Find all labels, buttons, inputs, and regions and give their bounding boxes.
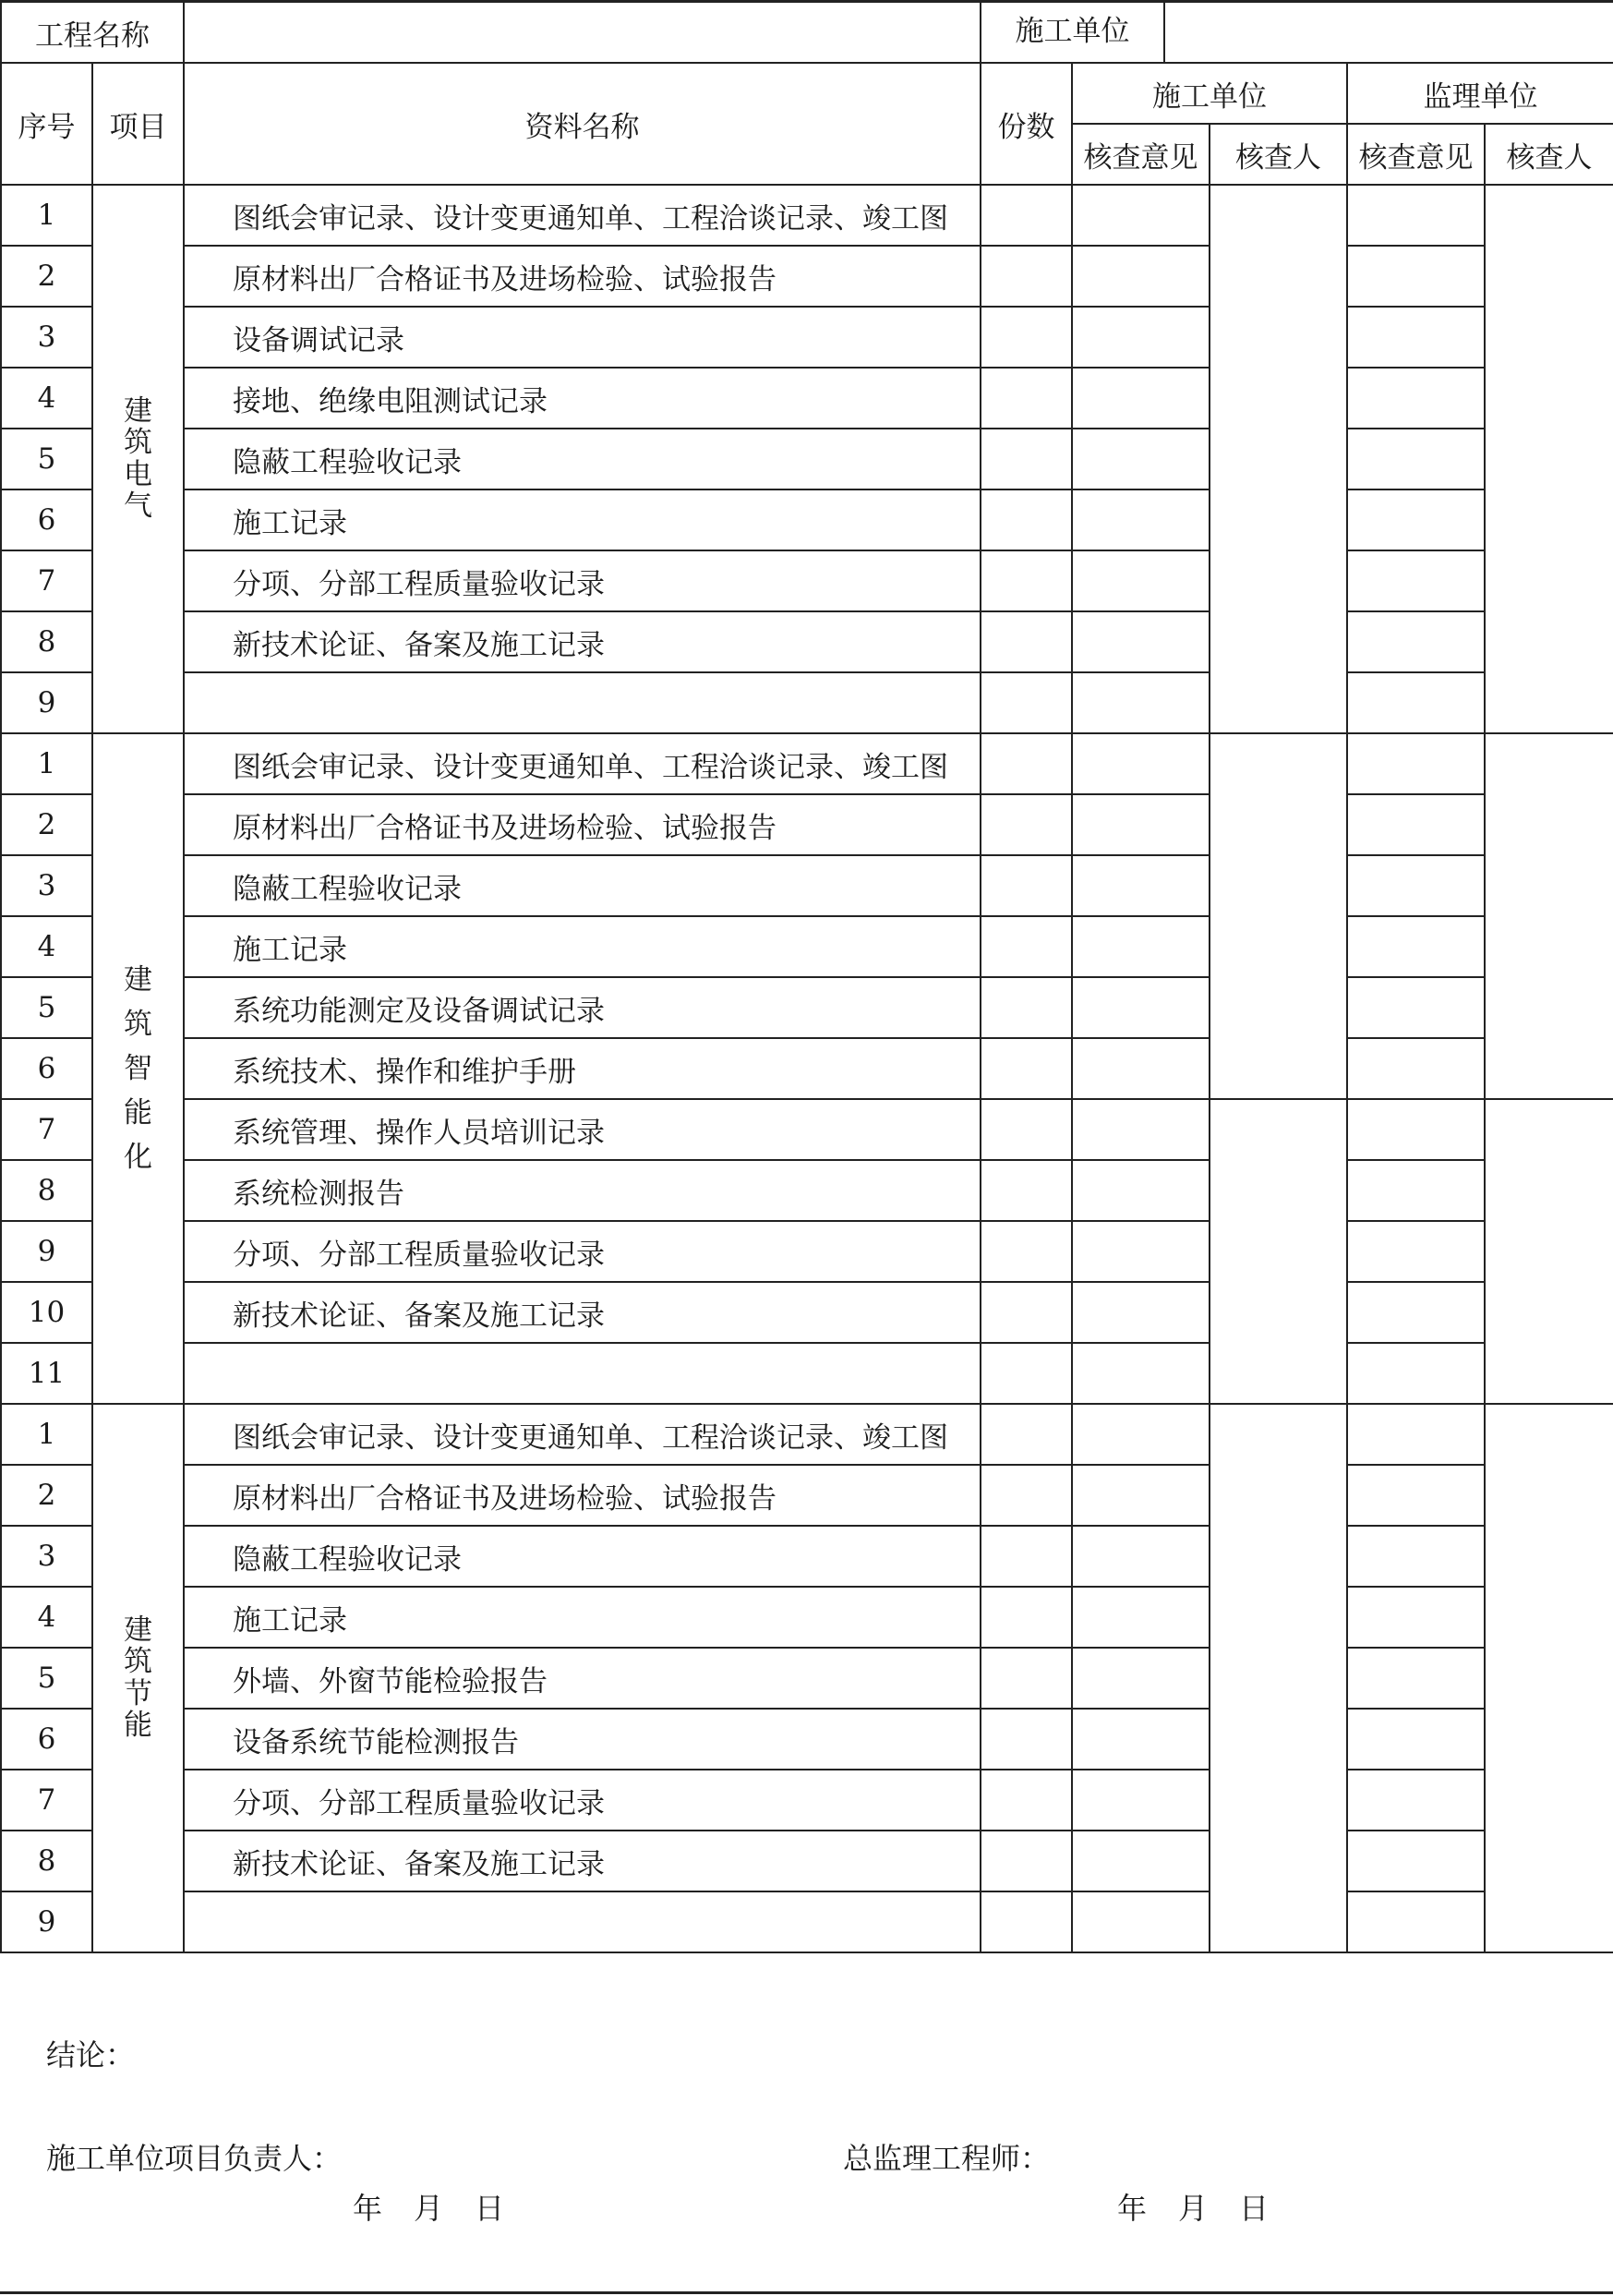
- copies-cell[interactable]: [981, 1160, 1072, 1221]
- construction-opinion-cell[interactable]: [1072, 1404, 1210, 1465]
- date-month: 月: [1178, 2191, 1209, 2226]
- table-row: [1, 1526, 1613, 1587]
- copies-cell[interactable]: [981, 429, 1072, 489]
- supervision-opinion-cell[interactable]: [1347, 733, 1485, 794]
- construction-opinion-cell[interactable]: [1072, 1465, 1210, 1526]
- column-header-row-1: [1, 63, 1613, 124]
- row-number: 10: [1, 1282, 92, 1343]
- document-name: 新技术论证、备案及施工记录: [184, 611, 981, 672]
- table-row: [1, 1221, 1613, 1282]
- row-number: 2: [1, 1465, 92, 1526]
- construction-checker-cell[interactable]: [1210, 733, 1347, 1099]
- copies-cell[interactable]: [981, 1099, 1072, 1160]
- document-name: 原材料出厂合格证书及进场检验、试验报告: [184, 1465, 981, 1526]
- table-row: [1, 1831, 1613, 1891]
- document-name: 图纸会审记录、设计变更通知单、工程洽谈记录、竣工图: [184, 185, 981, 246]
- construction-opinion-cell[interactable]: [1072, 1648, 1210, 1709]
- construction-unit-value[interactable]: [1165, 3, 1613, 62]
- copies-cell[interactable]: [981, 1648, 1072, 1709]
- supervision-opinion-cell[interactable]: [1347, 794, 1485, 855]
- supervision-check-opinion-header: 核查意见: [1347, 124, 1485, 185]
- table-row: [1, 1770, 1613, 1831]
- construction-group-header: 施工单位: [1072, 63, 1347, 124]
- copies-cell[interactable]: [981, 977, 1072, 1038]
- supervision-opinion-cell[interactable]: [1347, 1648, 1485, 1709]
- project-name-label: 工程名称: [1, 2, 184, 64]
- supervision-opinion-cell[interactable]: [1347, 1221, 1485, 1282]
- copies-cell[interactable]: [981, 185, 1072, 246]
- table-row: [1, 855, 1613, 916]
- row-number: 9: [1, 672, 92, 733]
- copies-cell[interactable]: [981, 1221, 1072, 1282]
- document-name: 新技术论证、备案及施工记录: [184, 1282, 981, 1343]
- date-day: 日: [475, 2191, 505, 2226]
- row-number: 4: [1, 1587, 92, 1648]
- construction-check-opinion-header: 核查意见: [1072, 124, 1210, 185]
- supervision-opinion-cell[interactable]: [1347, 1099, 1485, 1160]
- supervision-opinion-cell[interactable]: [1347, 977, 1485, 1038]
- document-name: 分项、分部工程质量验收记录: [184, 1770, 981, 1831]
- row-number: 7: [1, 550, 92, 611]
- construction-opinion-cell[interactable]: [1072, 1587, 1210, 1648]
- construction-unit-label: 施工单位: [981, 3, 1165, 62]
- construction-checker-header: 核查人: [1210, 124, 1347, 185]
- row-number: 1: [1, 733, 92, 794]
- construction-manager-label: 施工单位项目负责人：: [46, 2141, 343, 2176]
- construction-opinion-cell[interactable]: [1072, 672, 1210, 733]
- col-document-name-header: 资料名称: [184, 63, 981, 185]
- row-number: 5: [1, 977, 92, 1038]
- row-number: 9: [1, 1891, 92, 1952]
- construction-opinion-cell[interactable]: [1072, 1831, 1210, 1891]
- document-name: 外墙、外窗节能检验报告: [184, 1648, 981, 1709]
- document-name: 设备调试记录: [184, 307, 981, 368]
- row-number: 8: [1, 611, 92, 672]
- construction-opinion-cell[interactable]: [1072, 1343, 1210, 1404]
- document-name: 系统检测报告: [184, 1160, 981, 1221]
- document-name: 分项、分部工程质量验收记录: [184, 1221, 981, 1282]
- copies-cell[interactable]: [981, 1770, 1072, 1831]
- bottom-rule: [0, 2291, 1613, 2294]
- copies-cell[interactable]: [981, 1526, 1072, 1587]
- construction-opinion-cell[interactable]: [1072, 1282, 1210, 1343]
- row-number: 2: [1, 794, 92, 855]
- construction-date: [353, 2185, 519, 2226]
- section-label-text: 建 筑 电 气: [124, 394, 152, 523]
- construction-opinion-cell[interactable]: [1072, 1221, 1210, 1282]
- copies-cell[interactable]: [981, 1343, 1072, 1404]
- supervision-opinion-cell[interactable]: [1347, 611, 1485, 672]
- document-name: 隐蔽工程验收记录: [184, 429, 981, 489]
- supervision-opinion-cell[interactable]: [1347, 489, 1485, 550]
- table-row: [1, 794, 1613, 855]
- supervision-opinion-cell[interactable]: [1347, 1770, 1485, 1831]
- construction-opinion-cell[interactable]: [1072, 1770, 1210, 1831]
- date-year: 年: [1117, 2191, 1148, 2226]
- supervision-opinion-cell[interactable]: [1347, 1038, 1485, 1099]
- copies-cell[interactable]: [981, 1587, 1072, 1648]
- table-row: [1, 1891, 1613, 1952]
- date-year: 年: [353, 2191, 383, 2226]
- construction-opinion-cell[interactable]: [1072, 611, 1210, 672]
- supervision-opinion-cell[interactable]: [1347, 368, 1485, 429]
- copies-cell[interactable]: [981, 672, 1072, 733]
- construction-opinion-cell[interactable]: [1072, 916, 1210, 977]
- copies-cell[interactable]: [981, 794, 1072, 855]
- row-number: 1: [1, 1404, 92, 1465]
- row-number: 9: [1, 1221, 92, 1282]
- construction-opinion-cell[interactable]: [1072, 246, 1210, 307]
- col-item-header: 项目: [92, 63, 184, 185]
- construction-opinion-cell[interactable]: [1072, 855, 1210, 916]
- project-header-row: [1, 2, 1613, 64]
- row-number: 7: [1, 1099, 92, 1160]
- document-name: 系统技术、操作和维护手册: [184, 1038, 981, 1099]
- construction-opinion-cell[interactable]: [1072, 185, 1210, 246]
- supervision-opinion-cell[interactable]: [1347, 1891, 1485, 1952]
- construction-unit-cell: [981, 2, 1613, 64]
- copies-cell[interactable]: [981, 1891, 1072, 1952]
- row-number: 6: [1, 1038, 92, 1099]
- copies-cell[interactable]: [981, 550, 1072, 611]
- copies-cell[interactable]: [981, 855, 1072, 916]
- construction-opinion-cell[interactable]: [1072, 1099, 1210, 1160]
- construction-opinion-cell[interactable]: [1072, 368, 1210, 429]
- supervision-checker-cell[interactable]: [1485, 185, 1613, 733]
- date-day: 日: [1239, 2191, 1270, 2226]
- row-number: 8: [1, 1160, 92, 1221]
- table-row: [1, 1160, 1613, 1221]
- copies-cell[interactable]: [981, 1038, 1072, 1099]
- supervision-checker-header: 核查人: [1485, 124, 1613, 185]
- section-label: [92, 185, 184, 733]
- document-name: 隐蔽工程验收记录: [184, 855, 981, 916]
- supervision-opinion-cell[interactable]: [1347, 429, 1485, 489]
- document-name: 分项、分部工程质量验收记录: [184, 550, 981, 611]
- supervision-opinion-cell[interactable]: [1347, 185, 1485, 246]
- table-row: [1, 1587, 1613, 1648]
- construction-opinion-cell[interactable]: [1072, 1709, 1210, 1770]
- copies-cell[interactable]: [981, 1831, 1072, 1891]
- section-label-text: 建 筑 智 能 化: [124, 962, 152, 1175]
- document-name: 原材料出厂合格证书及进场检验、试验报告: [184, 246, 981, 307]
- project-name-value[interactable]: [184, 2, 981, 64]
- copies-cell[interactable]: [981, 1282, 1072, 1343]
- construction-opinion-cell[interactable]: [1072, 1891, 1210, 1952]
- supervision-opinion-cell[interactable]: [1347, 1709, 1485, 1770]
- table-row: [1, 916, 1613, 977]
- document-name: 图纸会审记录、设计变更通知单、工程洽谈记录、竣工图: [184, 1404, 981, 1465]
- row-number: 8: [1, 1831, 92, 1891]
- supervision-opinion-cell[interactable]: [1347, 1587, 1485, 1648]
- copies-cell[interactable]: [981, 611, 1072, 672]
- row-number: 11: [1, 1343, 92, 1404]
- construction-checker-cell[interactable]: [1210, 1099, 1347, 1404]
- table-row: [1, 185, 1613, 246]
- table-row: [1, 1465, 1613, 1526]
- supervision-opinion-cell[interactable]: [1347, 1831, 1485, 1891]
- construction-opinion-cell[interactable]: [1072, 733, 1210, 794]
- row-number: 5: [1, 429, 92, 489]
- copies-cell[interactable]: [981, 307, 1072, 368]
- chief-supervisor-label: 总监理工程师：: [843, 2141, 1051, 2176]
- col-seq-header: 序号: [1, 63, 92, 185]
- document-name: [184, 1891, 981, 1952]
- supervision-opinion-cell[interactable]: [1347, 307, 1485, 368]
- supervision-opinion-cell[interactable]: [1347, 1526, 1485, 1587]
- document-name: [184, 1343, 981, 1404]
- copies-cell[interactable]: [981, 1404, 1072, 1465]
- construction-opinion-cell[interactable]: [1072, 307, 1210, 368]
- row-number: 1: [1, 185, 92, 246]
- document-name: 新技术论证、备案及施工记录: [184, 1831, 981, 1891]
- construction-opinion-cell[interactable]: [1072, 977, 1210, 1038]
- table-row: [1, 429, 1613, 489]
- row-number: 3: [1, 307, 92, 368]
- date-month: 月: [414, 2191, 444, 2226]
- copies-cell[interactable]: [981, 368, 1072, 429]
- supervision-opinion-cell[interactable]: [1347, 1343, 1485, 1404]
- supervision-opinion-cell[interactable]: [1347, 1160, 1485, 1221]
- table-row: [1, 672, 1613, 733]
- construction-opinion-cell[interactable]: [1072, 550, 1210, 611]
- copies-cell[interactable]: [981, 489, 1072, 550]
- row-number: 5: [1, 1648, 92, 1709]
- row-number: 7: [1, 1770, 92, 1831]
- construction-opinion-cell[interactable]: [1072, 794, 1210, 855]
- section-label-text: 建 筑 节 能: [124, 1613, 152, 1742]
- construction-checker-cell[interactable]: [1210, 185, 1347, 733]
- construction-opinion-cell[interactable]: [1072, 429, 1210, 489]
- row-number: 3: [1, 855, 92, 916]
- supervision-opinion-cell[interactable]: [1347, 246, 1485, 307]
- table-row: [1, 1404, 1613, 1465]
- document-name: 施工记录: [184, 489, 981, 550]
- row-number: 4: [1, 916, 92, 977]
- row-number: 4: [1, 368, 92, 429]
- supervision-checker-cell[interactable]: [1485, 733, 1613, 1099]
- document-name: [184, 672, 981, 733]
- table-row: [1, 977, 1613, 1038]
- supervision-opinion-cell[interactable]: [1347, 1465, 1485, 1526]
- construction-opinion-cell[interactable]: [1072, 1160, 1210, 1221]
- supervision-opinion-cell[interactable]: [1347, 1282, 1485, 1343]
- supervision-opinion-cell[interactable]: [1347, 916, 1485, 977]
- table-row: [1, 733, 1613, 794]
- table-row: [1, 1343, 1613, 1404]
- document-name: 隐蔽工程验收记录: [184, 1526, 981, 1587]
- col-copies-header: 份数: [981, 63, 1072, 185]
- section-label: [92, 733, 184, 1404]
- document-name: 系统功能测定及设备调试记录: [184, 977, 981, 1038]
- copies-cell[interactable]: [981, 733, 1072, 794]
- table-row: [1, 1038, 1613, 1099]
- document-name: 施工记录: [184, 916, 981, 977]
- supervision-checker-cell[interactable]: [1485, 1404, 1613, 1952]
- table-row: [1, 307, 1613, 368]
- row-number: 3: [1, 1526, 92, 1587]
- table-row: [1, 1709, 1613, 1770]
- row-number: 6: [1, 489, 92, 550]
- document-name: 施工记录: [184, 1587, 981, 1648]
- copies-cell[interactable]: [981, 1465, 1072, 1526]
- document-name: 原材料出厂合格证书及进场检验、试验报告: [184, 794, 981, 855]
- table-row: [1, 1099, 1613, 1160]
- table-row: [1, 368, 1613, 429]
- supervisor-date: [1117, 2185, 1283, 2226]
- table-row: [1, 489, 1613, 550]
- section-label: [92, 1404, 184, 1952]
- row-number: 2: [1, 246, 92, 307]
- conclusion-label: 结论：: [46, 2037, 136, 2072]
- document-name: 系统管理、操作人员培训记录: [184, 1099, 981, 1160]
- supervision-opinion-cell[interactable]: [1347, 550, 1485, 611]
- table-row: [1, 550, 1613, 611]
- document-name: 设备系统节能检测报告: [184, 1709, 981, 1770]
- copies-cell[interactable]: [981, 1709, 1072, 1770]
- copies-cell[interactable]: [981, 246, 1072, 307]
- construction-opinion-cell[interactable]: [1072, 1526, 1210, 1587]
- supervision-group-header: 监理单位: [1347, 63, 1613, 124]
- document-name: 图纸会审记录、设计变更通知单、工程洽谈记录、竣工图: [184, 733, 981, 794]
- copies-cell[interactable]: [981, 916, 1072, 977]
- table-row: [1, 1282, 1613, 1343]
- row-number: 6: [1, 1709, 92, 1770]
- supervision-opinion-cell[interactable]: [1347, 1404, 1485, 1465]
- supervision-opinion-cell[interactable]: [1347, 855, 1485, 916]
- construction-opinion-cell[interactable]: [1072, 1038, 1210, 1099]
- table-row: [1, 246, 1613, 307]
- supervision-checker-cell[interactable]: [1485, 1099, 1613, 1404]
- table-row: [1, 1648, 1613, 1709]
- construction-opinion-cell[interactable]: [1072, 489, 1210, 550]
- document-name: 接地、绝缘电阻测试记录: [184, 368, 981, 429]
- construction-checker-cell[interactable]: [1210, 1404, 1347, 1952]
- supervision-opinion-cell[interactable]: [1347, 672, 1485, 733]
- table-row: [1, 611, 1613, 672]
